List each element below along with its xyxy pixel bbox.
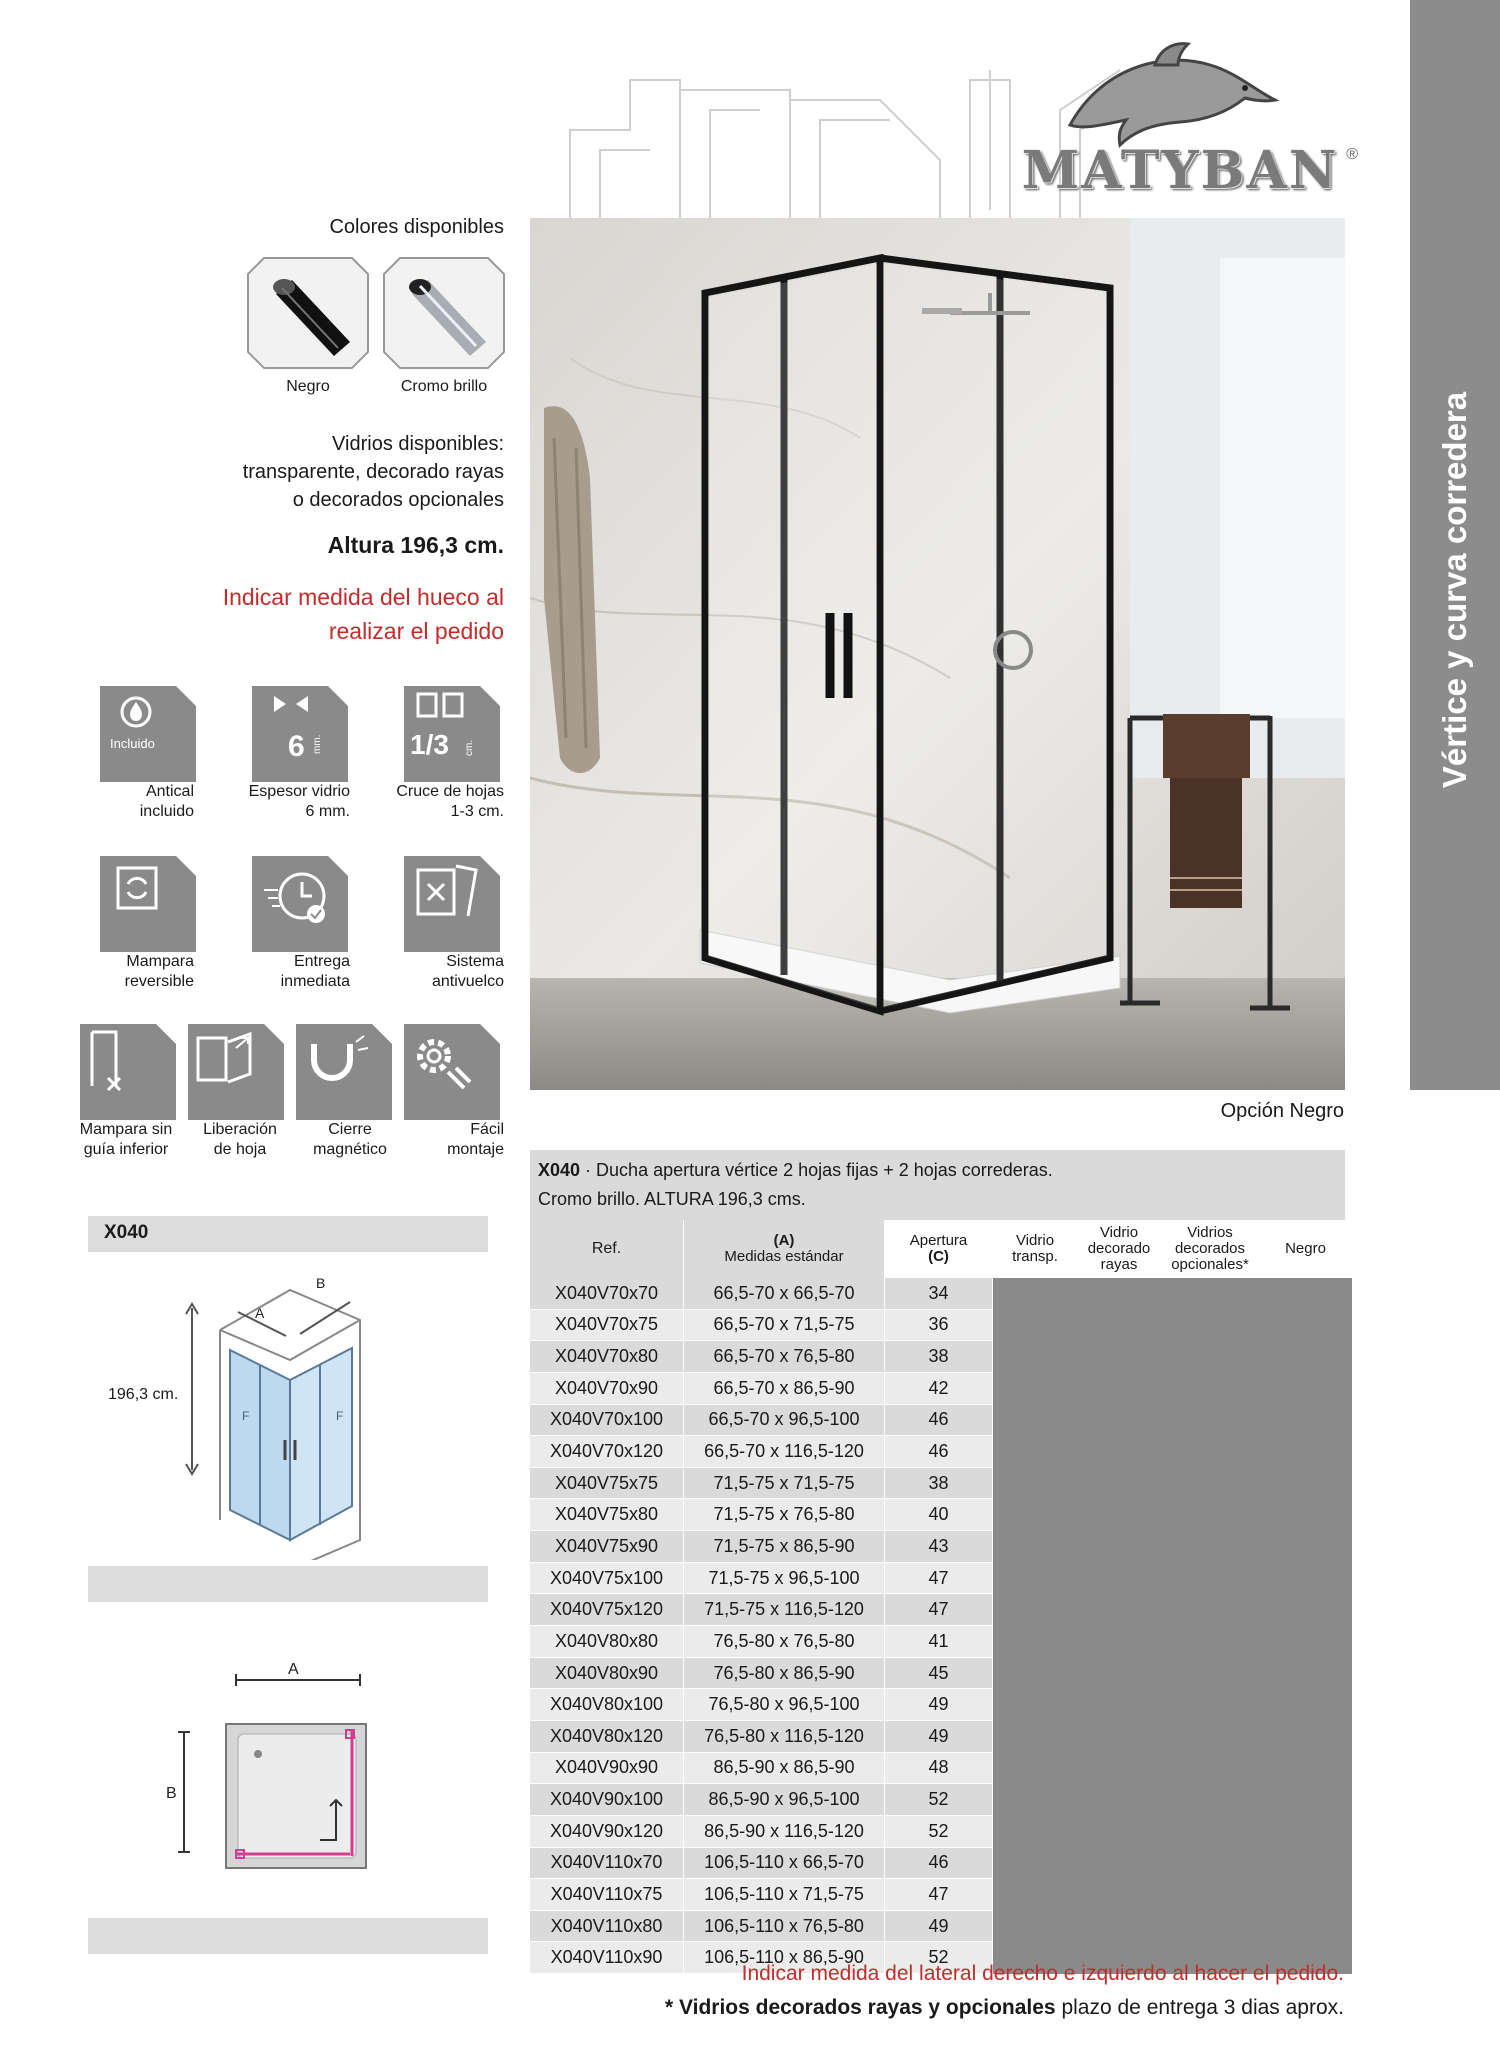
caption-line: inmediata [280, 973, 350, 990]
diagram-height: 196,3 cm. [108, 1386, 179, 1403]
cell-measures: 66,5-70 x 66,5-70 [684, 1278, 885, 1309]
caption-line: magnético [313, 1141, 387, 1158]
cell-opening: 46 [885, 1847, 993, 1879]
overlap-icon [404, 686, 500, 782]
cell-opening: 38 [885, 1341, 993, 1373]
table-title-rest: · Ducha apertura vértice 2 hojas fijas + 2 hojas correderas. [580, 1160, 1053, 1180]
footer-bold: * Vidrios decorados rayas y opcionales [665, 1996, 1056, 2019]
cell-measures: 106,5-110 x 76,5-80 [684, 1910, 885, 1942]
cell-measures: 71,5-75 x 76,5-80 [684, 1499, 885, 1531]
table-title [530, 1150, 1345, 1220]
cell-opening: 45 [885, 1657, 993, 1689]
col-measures-top: (A) [773, 1232, 795, 1249]
model-label: X040 [104, 1222, 149, 1243]
feature-caption-1 [140, 782, 194, 822]
glass-line-2: transparente, decorado rayas [242, 461, 504, 483]
col-glass-striped-2: decorado [1087, 1240, 1151, 1257]
col-glass-striped [1078, 1220, 1161, 1278]
cell-ref: X040V70x100 [530, 1404, 684, 1436]
cell-opening: 49 [885, 1910, 993, 1942]
caption-line: Entrega [293, 953, 350, 970]
cell-measures: 76,5-80 x 116,5-120 [684, 1720, 885, 1752]
photo-caption: Opción Negro [1220, 1100, 1344, 1122]
cell-ref: X040V75x75 [530, 1467, 684, 1499]
caption-line: Antical [145, 783, 194, 800]
badge-overlap: 1/3 [410, 729, 449, 760]
cell-ref: X040V80x90 [530, 1657, 684, 1689]
caption-line: Sistema [446, 953, 504, 970]
feature-caption-10 [447, 1120, 504, 1160]
cell-opening: 48 [885, 1752, 993, 1784]
caption-line: Espesor vidrio [248, 783, 350, 800]
col-measures-bottom: Medidas estándar [724, 1248, 844, 1265]
col-measures [684, 1220, 885, 1278]
footer-note [665, 1996, 1344, 2020]
order-note [223, 580, 504, 648]
drop-icon [100, 686, 196, 782]
col-glass-optional-2: decorados [1174, 1240, 1246, 1257]
cell-measures: 66,5-70 x 76,5-80 [684, 1341, 885, 1373]
plan-label-b: B [166, 1785, 177, 1802]
cell-ref: X040V70x90 [530, 1372, 684, 1404]
cell-opening: 47 [885, 1562, 993, 1594]
order-note-line-1: Indicar medida del hueco al [222, 584, 504, 610]
feature-caption-3 [396, 782, 504, 822]
caption-line: Fácil [470, 1121, 504, 1138]
brand-wordmark: MATYBAN [1021, 140, 1339, 201]
col-glass-optional-3: opcionales* [1171, 1256, 1249, 1273]
feature-caption-6 [432, 952, 504, 992]
cell-ref: X040V80x100 [530, 1689, 684, 1721]
cell-opening: 47 [885, 1879, 993, 1911]
cell-ref: X040V75x80 [530, 1499, 684, 1531]
cell-measures: 106,5-110 x 66,5-70 [684, 1847, 885, 1879]
height-text: Altura 196,3 cm. [327, 532, 504, 558]
cell-ref: X040V75x90 [530, 1531, 684, 1563]
cell-measures: 66,5-70 x 71,5-75 [684, 1309, 885, 1341]
col-ref: Ref. [530, 1220, 684, 1278]
feature-caption-5 [281, 952, 350, 992]
cell-ref: X040V110x90 [530, 1942, 684, 1974]
cell-measures: 66,5-70 x 86,5-90 [684, 1372, 885, 1404]
cell-opening: 52 [885, 1815, 993, 1847]
cell-ref: X040V90x100 [530, 1784, 684, 1816]
table-row [530, 1278, 1352, 1309]
col-glass-transp-top: Vidrio [1015, 1232, 1055, 1249]
col-glass-optional [1161, 1220, 1260, 1278]
caption-line: Mampara [126, 953, 194, 970]
cell-opening: 49 [885, 1720, 993, 1752]
caption-line: Liberación [203, 1121, 277, 1138]
caption-line: guía inferior [83, 1141, 169, 1158]
col-black: Negro [1260, 1220, 1352, 1278]
cell-measures: 76,5-80 x 86,5-90 [684, 1657, 885, 1689]
cell-measures: 76,5-80 x 76,5-80 [684, 1626, 885, 1658]
spacer-bar [88, 1566, 488, 1602]
caption-line: Mampara sin [79, 1121, 173, 1138]
plan-label-a: A [288, 1661, 299, 1678]
table-title-line-2: Cromo brillo. ALTURA 196,3 cms. [538, 1189, 806, 1209]
magnet-icon [296, 1024, 392, 1120]
product-photo-illustration [530, 218, 1345, 1090]
table-header-row [530, 1220, 1352, 1278]
feature-caption-2 [249, 782, 350, 822]
col-glass-striped-3: rayas [1100, 1256, 1138, 1273]
caption-line: antivuelco [431, 973, 504, 990]
caption-line: 1-3 cm. [450, 803, 504, 820]
glass-line-3: o decorados opcionales [292, 489, 504, 511]
diagram-label-f-right: F [336, 1409, 344, 1423]
cell-opening: 36 [885, 1309, 993, 1341]
cell-measures: 71,5-75 x 116,5-120 [684, 1594, 885, 1626]
cell-measures: 86,5-90 x 116,5-120 [684, 1815, 885, 1847]
cell-measures: 76,5-80 x 96,5-100 [684, 1689, 885, 1721]
glass-info [243, 430, 504, 514]
cell-opening: 43 [885, 1531, 993, 1563]
feature-caption-7 [56, 1120, 196, 1160]
badge-thickness-unit: mm. [312, 734, 323, 754]
brand-logo [1000, 40, 1360, 210]
cell-opening: 49 [885, 1689, 993, 1721]
cell-ref: X040V75x120 [530, 1594, 684, 1626]
cell-measures: 106,5-110 x 71,5-75 [684, 1879, 885, 1911]
diagram-label-b: B [316, 1275, 326, 1291]
badge-included: Incluido [110, 736, 155, 751]
options-gray-block [993, 1278, 1352, 1974]
thickness-icon [252, 686, 348, 782]
cell-ref: X040V110x75 [530, 1879, 684, 1911]
cell-opening: 47 [885, 1594, 993, 1626]
cell-opening: 52 [885, 1784, 993, 1816]
footer-rest: plazo de entrega 3 dias aprox. [1055, 1996, 1344, 2019]
cell-measures: 71,5-75 x 96,5-100 [684, 1562, 885, 1594]
color-label-cromo: Cromo brillo [400, 378, 488, 395]
side-band [1410, 0, 1500, 1090]
order-note-line-2: realizar el pedido [328, 618, 504, 644]
cell-ref: X040V70x120 [530, 1436, 684, 1468]
col-opening [885, 1220, 993, 1278]
cell-ref: X040V80x80 [530, 1626, 684, 1658]
cell-ref: X040V110x80 [530, 1910, 684, 1942]
table-title-line-1 [538, 1156, 1337, 1185]
product-photo [530, 218, 1345, 1090]
cell-ref: X040V90x90 [530, 1752, 684, 1784]
table-title-code: X040 [538, 1160, 581, 1180]
caption-line: incluido [139, 803, 194, 820]
color-label-negro: Negro [286, 378, 330, 395]
anti-tip-icon [404, 856, 500, 952]
cell-opening: 42 [885, 1372, 993, 1404]
plan-diagram [150, 1660, 380, 1880]
cell-measures: 106,5-110 x 86,5-90 [684, 1942, 885, 1974]
cell-opening: 46 [885, 1404, 993, 1436]
cell-ref: X040V110x70 [530, 1847, 684, 1879]
cell-ref: X040V70x75 [530, 1309, 684, 1341]
feature-caption-9 [296, 1120, 404, 1160]
cell-ref: X040V75x100 [530, 1562, 684, 1594]
reverse-icon [100, 856, 196, 952]
footer-red-note: Indicar medida del lateral derecho e izquierdo al hacer el pedido. [741, 1962, 1344, 1985]
colors-title: Colores disponibles [329, 216, 504, 238]
caption-line: 6 mm. [305, 803, 350, 820]
col-opening-top: Apertura [909, 1232, 968, 1249]
side-title: Vértice y curva corredera [1436, 391, 1473, 789]
cell-opening: 38 [885, 1467, 993, 1499]
col-glass-optional-1: Vidrios [1187, 1224, 1233, 1241]
caption-line: reversible [124, 973, 194, 990]
cell-opening: 34 [885, 1278, 993, 1309]
registered-mark: ® [1346, 146, 1358, 163]
cell-measures: 66,5-70 x 96,5-100 [684, 1404, 885, 1436]
cell-opening: 46 [885, 1436, 993, 1468]
feature-caption-4 [125, 952, 194, 992]
cell-measures: 66,5-70 x 116,5-120 [684, 1436, 885, 1468]
shower-3d-diagram [100, 1270, 460, 1560]
swatch-black [246, 256, 370, 370]
cell-measures: 86,5-90 x 96,5-100 [684, 1784, 885, 1816]
col-glass-transp-bottom: transp. [1012, 1248, 1058, 1265]
spec-table [530, 1220, 1352, 1974]
spacer-bar-2 [88, 1918, 488, 1954]
col-opening-bottom: (C) [928, 1248, 949, 1265]
model-label-bar [88, 1216, 488, 1252]
dolphin-icon [1060, 40, 1290, 150]
cell-opening: 52 [885, 1942, 993, 1974]
release-icon [188, 1024, 284, 1120]
cell-ref: X040V90x120 [530, 1815, 684, 1847]
caption-line: Cierre [328, 1121, 372, 1138]
tools-icon [404, 1024, 500, 1120]
feature-caption-8 [180, 1120, 300, 1160]
cell-measures: 71,5-75 x 71,5-75 [684, 1467, 885, 1499]
col-glass-transp [993, 1220, 1078, 1278]
clock-icon [252, 856, 348, 952]
swatch-chrome-frame [382, 256, 506, 370]
caption-line: Cruce de hojas [396, 783, 504, 800]
badge-thickness: 6 [288, 730, 305, 763]
cell-ref: X040V70x70 [530, 1278, 684, 1309]
caption-line: de hoja [213, 1141, 267, 1158]
cell-measures: 86,5-90 x 86,5-90 [684, 1752, 885, 1784]
caption-line: montaje [447, 1141, 504, 1158]
diagram-label-f-left: F [242, 1409, 250, 1423]
swatch-chrome [382, 256, 506, 370]
diagram-label-a: A [255, 1305, 265, 1321]
col-glass-striped-1: Vidrio [1099, 1224, 1139, 1241]
no-rail-icon [80, 1024, 176, 1120]
cell-ref: X040V80x120 [530, 1720, 684, 1752]
cell-measures: 71,5-75 x 86,5-90 [684, 1531, 885, 1563]
cell-ref: X040V70x80 [530, 1341, 684, 1373]
badge-overlap-unit: cm. [464, 739, 475, 756]
cell-opening: 40 [885, 1499, 993, 1531]
glass-line-1: Vidrios disponibles: [332, 433, 504, 455]
cell-opening: 41 [885, 1626, 993, 1658]
spec-table-body [530, 1278, 1352, 1974]
swatch-black-frame [246, 256, 370, 370]
